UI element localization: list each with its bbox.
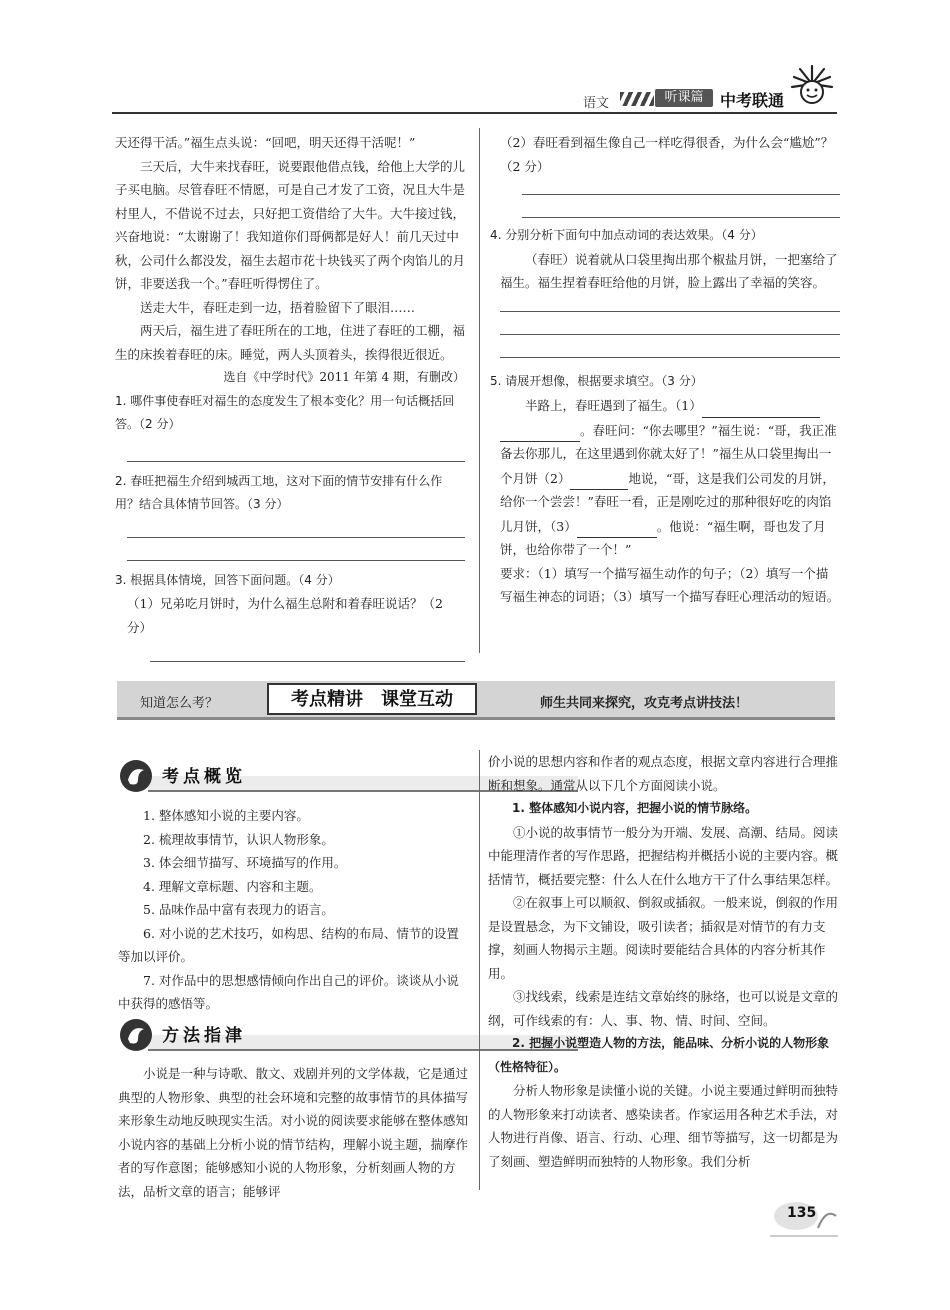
answer-line	[150, 661, 465, 662]
question-5-part: 地说，“哥，这是我们公司发的月饼，给你一个尝尝！”春旺一看，正是刚吃过的那种很好吃的肉馅儿月饼，（3）	[500, 470, 835, 534]
fill-blank-2[interactable]	[570, 466, 628, 491]
method-paragraph: ②在叙事上可以顺叙、倒叙或插叙。一般来说，倒叙的作用是设置悬念，为下文铺设，吸引读者；插叙是对情节的有力支撑，刻画人物揭示主题。阅读时要能结合具体的内容分析其作用。	[488, 895, 839, 981]
header-brand: 中考联通	[720, 91, 785, 110]
story-column	[115, 131, 465, 662]
question-1: 1. 哪件事使春旺对福生的态度发生了根本变化？用一句话概括回答。（2 分）	[115, 393, 455, 431]
fill-blank-1[interactable]	[702, 393, 820, 418]
question-3-1: （1）兄弟吃月饼时，为什么福生总附和着春旺说话？（2 分）	[127, 596, 443, 635]
overview-list	[118, 804, 468, 1016]
list-item: 6. 对小说的艺术技巧，如构思、结构的布局、情节的设置等加以评价。	[118, 925, 459, 964]
question-5-part: 。春旺问：“你去哪里？”福生说：“哥，我正准备去你那儿，在这里遇到你就太好了！”福生从口袋里掏出一个月饼（2）	[500, 422, 837, 486]
page-number: 135	[787, 1205, 817, 1221]
method-paragraph: 分析人物形象是读懂小说的关键。小说主要通过鲜明而独特的人物形象来打动读者、感染读者。作家运用各种艺术手法，对人物进行肖像、语言、行动、心理、细节等描写，这一切都是为了刻画、塑造鲜明而独特的人物形象。我们分析	[488, 1083, 839, 1169]
method-paragraph: 小说是一种与诗歌、散文、戏剧并列的文学体裁，它是通过典型的人物形象、典型的社会环境和完整的故事情节的具体描写来形象生动地反映现实生活。对小说的阅读要求能够在整体感知小说内容的基础上分析小说的情节结构，理解小说主题，揣摩作者的写作意图；能够感知小说的人物形象，分析刻画人物的方法，品析文章的语言；能够评	[118, 1066, 469, 1199]
story-paragraph: 送走大牛，春旺走到一边，捂着脸留下了眼泪……	[140, 299, 416, 315]
column-divider	[479, 750, 480, 1190]
question-5: 5. 请展开想像，根据要求填空。（3 分）	[490, 373, 703, 388]
question-4: 4. 分别分析下面句中加点动词的表达效果。（4 分）	[490, 228, 763, 242]
question-3-2: （2）春旺看到福生像自己一样吃得很香，为什么会“尴尬”？（2 分）	[500, 135, 834, 174]
swirl-icon	[118, 1017, 154, 1053]
swirl-icon	[118, 758, 154, 794]
question-2: 2. 春旺把福生介绍到城西工地，这对下面的情节安排有什么作用？结合具体情节回答。（3 分）	[115, 473, 443, 511]
fill-blank-1-cont[interactable]	[500, 418, 580, 443]
method-subheading: 2. 把握小说塑造人物的方法，能品味、分析小说的人物形象（性格特征）。	[488, 1036, 830, 1074]
overview-title: 考点概览	[162, 767, 246, 787]
method-subheading: 1. 整体感知小说内容，把握小说的情节脉络。	[512, 801, 758, 815]
banner-left-text: 知道怎么考？	[140, 696, 219, 711]
fill-blank-3[interactable]	[577, 514, 657, 539]
story-source: 选自《中学时代》2011 年第 4 期，有删改）	[223, 370, 465, 384]
list-item: 1. 整体感知小说的主要内容。	[143, 808, 309, 823]
column-divider	[479, 128, 480, 653]
question-4-text: （春旺）说着就从口袋里掏出那个椒盐月饼，一把塞给了福生。福生捏着春旺给他的月饼，脸上露出了幸福的笑容。	[500, 251, 838, 290]
question-5-part: 半路上，春旺遇到了福生。（1）	[525, 398, 702, 413]
question-5-text	[500, 393, 840, 562]
list-item: 2. 梳理故事情节，认识人物形象。	[143, 831, 334, 847]
banner-right-text: 师生共同来探究，攻克考点讲技法！	[540, 696, 749, 711]
header-tag: 听课篇	[655, 89, 713, 107]
question-5-part: 。他说：“福生啊，哥也发了月饼，也给你带了一个！”	[500, 518, 826, 557]
list-item: 5. 品味作品中富有表现力的语言。	[143, 902, 334, 917]
question-5-requirements: 要求：（1）填写一个描写福生动作的句子；（2）填写一个描写福生神态的词语；（3）填写一个描写春旺心理活动的短语。	[500, 565, 840, 604]
question-3: 3. 根据具体情境，回答下面问题。（4 分）	[115, 572, 340, 587]
list-item: 7. 对作品中的思想感情倾向作出自己的评价。谈谈从小说中获得的感悟等。	[118, 972, 459, 1011]
method-paragraph: ①小说的故事情节一般分为开端、发展、高潮、结局。阅读中能理清作者的写作思路，把握结构并概括小说的主要内容。概括情节，概括要完整：什么人在什么地方干了什么事结果怎样。	[488, 824, 839, 887]
method-title: 方法指津	[162, 1026, 246, 1046]
method-column	[488, 750, 838, 1173]
method-intro	[118, 1062, 468, 1203]
sun-logo-icon	[788, 62, 836, 110]
list-item: 4. 理解文章标题、内容和主题。	[143, 878, 322, 894]
story-paragraph: 天还得干活。”福生点头说：“回吧，明天还得干活呢！”	[115, 135, 416, 150]
header-rule	[112, 112, 837, 114]
banner-title: 考点精讲 课堂互动	[267, 683, 477, 715]
story-paragraph: 三天后，大牛来找春旺，说要跟他借点钱，给他上大学的儿子买电脑。尽管春旺不情愿，可是自己才发了工资，况且大牛是村里人，不借说不过去，只好把工资借给了大牛。大牛接过钱，兴奋地说：“太谢谢了！我知道你们哥俩都是好人！前几天过中秋，公司什么都没发，福生去超市花十块钱买了两个肉馅儿的月饼，非要送我一个。”春旺听得愣住了。	[115, 158, 466, 291]
header-stripes-decoration	[620, 92, 654, 106]
story-paragraph: 两天后，福生进了春旺所在的工地，住进了春旺的工棚，福生的床挨着春旺的床。睡觉，两人头顶着头，挨得很近很近。	[115, 323, 466, 362]
questions-column	[490, 131, 840, 609]
list-item: 3. 体会细节描写、环境描写的作用。	[143, 855, 347, 870]
header-subject: 语文	[583, 96, 610, 111]
method-paragraph: ③找线索，线索是连结文章始终的脉络，也可以说是文章的纲，可作线索的有：人、事、物、情、时间、空间。	[488, 989, 839, 1028]
method-paragraph: 价小说的思想内容和作者的观点态度，根据文章内容进行合理推断和想象。通常从以下几个方面阅读小说。	[488, 754, 839, 793]
